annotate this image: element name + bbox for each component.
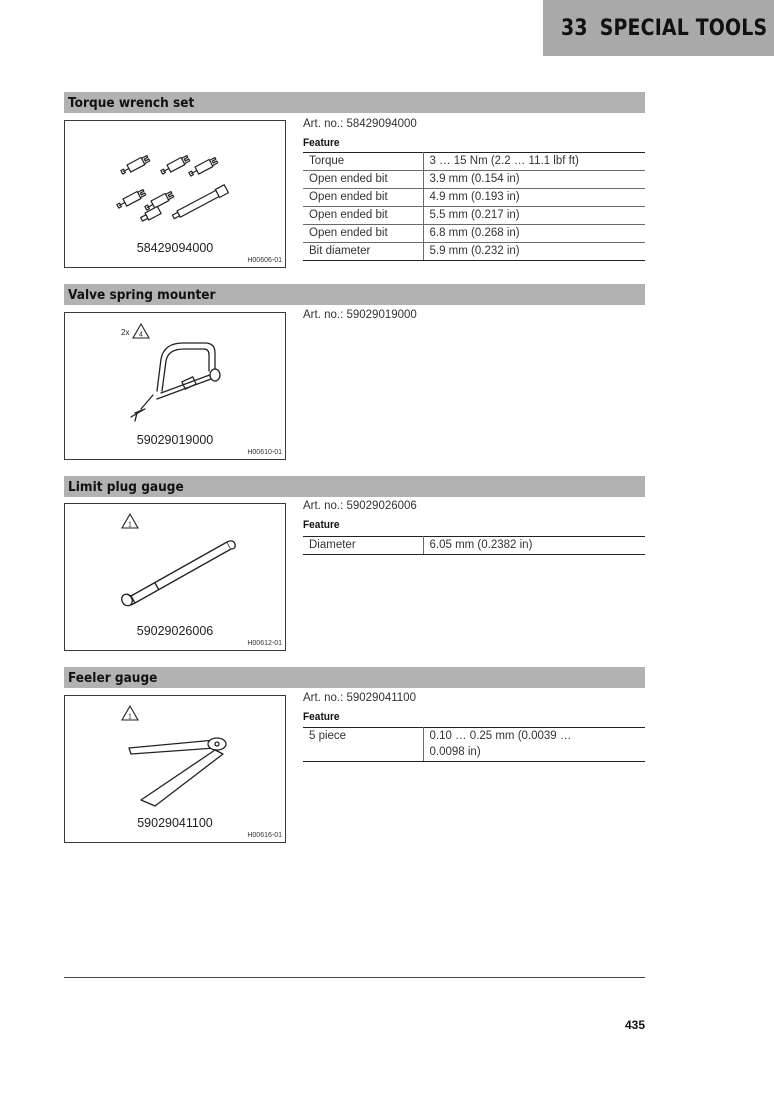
value-cell: 5.5 mm (0.217 in) <box>423 207 645 225</box>
valve-spring-mounter-icon <box>131 343 220 421</box>
figure-part-number: 59029019000 <box>136 433 214 447</box>
feeler-gauge-icon <box>129 738 226 806</box>
value-cell: 6.8 mm (0.268 in) <box>423 225 645 243</box>
feature-cell: Open ended bit <box>303 189 423 207</box>
feature-table <box>303 727 645 762</box>
table-row <box>303 225 645 243</box>
section-title: Valve spring mounter <box>68 286 216 303</box>
figure-image-code: H00616-01 <box>247 832 282 839</box>
value-cell: 5.9 mm (0.232 in) <box>423 243 645 261</box>
feature-heading: Feature <box>303 137 340 149</box>
warning-triangle-icon <box>122 706 138 721</box>
chapter-title: SPECIAL TOOLS <box>599 15 768 41</box>
quantity-label: 2x <box>121 328 130 337</box>
page-number: 435 <box>624 1018 645 1032</box>
section-title-bar <box>64 92 645 113</box>
feature-cell: Open ended bit <box>303 225 423 243</box>
tool-figure <box>64 120 286 268</box>
section-title-bar <box>64 476 645 497</box>
table-row <box>303 537 645 555</box>
value-cell: 3.9 mm (0.154 in) <box>423 171 645 189</box>
warning-number: 4 <box>139 331 143 339</box>
section-title: Feeler gauge <box>68 669 158 686</box>
chapter-number: 33 <box>561 15 588 41</box>
figure-part-number: 59029041100 <box>137 816 213 830</box>
section-title: Limit plug gauge <box>68 478 184 495</box>
section-title-bar <box>64 284 645 305</box>
table-row <box>303 153 645 171</box>
warning-triangle-icon <box>133 324 149 339</box>
figure-image-code: H00606-01 <box>247 257 282 264</box>
table-row <box>303 728 645 762</box>
article-number: Art. no.: 59029019000 <box>303 309 417 321</box>
value-cell: 3 … 15 Nm (2.2 … 11.1 lbf ft) <box>423 153 645 171</box>
limit-plug-gauge-icon <box>120 541 235 608</box>
tool-figure <box>64 695 286 843</box>
section-title-bar <box>64 667 645 688</box>
table-row <box>303 189 645 207</box>
warning-triangle-icon <box>122 514 138 529</box>
table-row <box>303 171 645 189</box>
feature-heading: Feature <box>303 711 340 723</box>
feature-cell: Open ended bit <box>303 207 423 225</box>
feature-table <box>303 536 645 555</box>
table-row <box>303 207 645 225</box>
figure-part-number: 59029026006 <box>136 624 214 638</box>
value-cell: 4.9 mm (0.193 in) <box>423 189 645 207</box>
feature-cell: Diameter <box>303 537 423 555</box>
figure-part-number: 58429094000 <box>136 241 214 255</box>
feature-cell: 5 piece <box>303 728 423 762</box>
warning-number: 1 <box>128 713 132 721</box>
value-line: 0.10 … 0.25 mm (0.0039 … <box>429 730 572 742</box>
feature-cell: Bit diameter <box>303 243 423 261</box>
chapter-header <box>543 0 774 56</box>
value-line: 0.0098 in) <box>429 746 481 758</box>
section-title: Torque wrench set <box>68 94 195 111</box>
figure-image-code: H00610-01 <box>247 449 282 456</box>
warning-number: 1 <box>128 521 132 529</box>
figure-image-code: H00612-01 <box>247 640 282 647</box>
article-number: Art. no.: 59029026006 <box>303 500 417 512</box>
value-cell <box>423 728 645 762</box>
value-cell: 6.05 mm (0.2382 in) <box>423 537 645 555</box>
tool-figure <box>64 503 286 651</box>
chapter-heading <box>561 16 767 41</box>
tool-figure <box>64 312 286 460</box>
article-number: Art. no.: 58429094000 <box>303 118 417 130</box>
feature-table <box>303 152 645 261</box>
feature-heading: Feature <box>303 519 340 531</box>
footer-divider <box>64 977 645 978</box>
article-number: Art. no.: 59029041100 <box>303 692 416 704</box>
table-row <box>303 243 645 261</box>
feature-cell: Torque <box>303 153 423 171</box>
feature-cell: Open ended bit <box>303 171 423 189</box>
